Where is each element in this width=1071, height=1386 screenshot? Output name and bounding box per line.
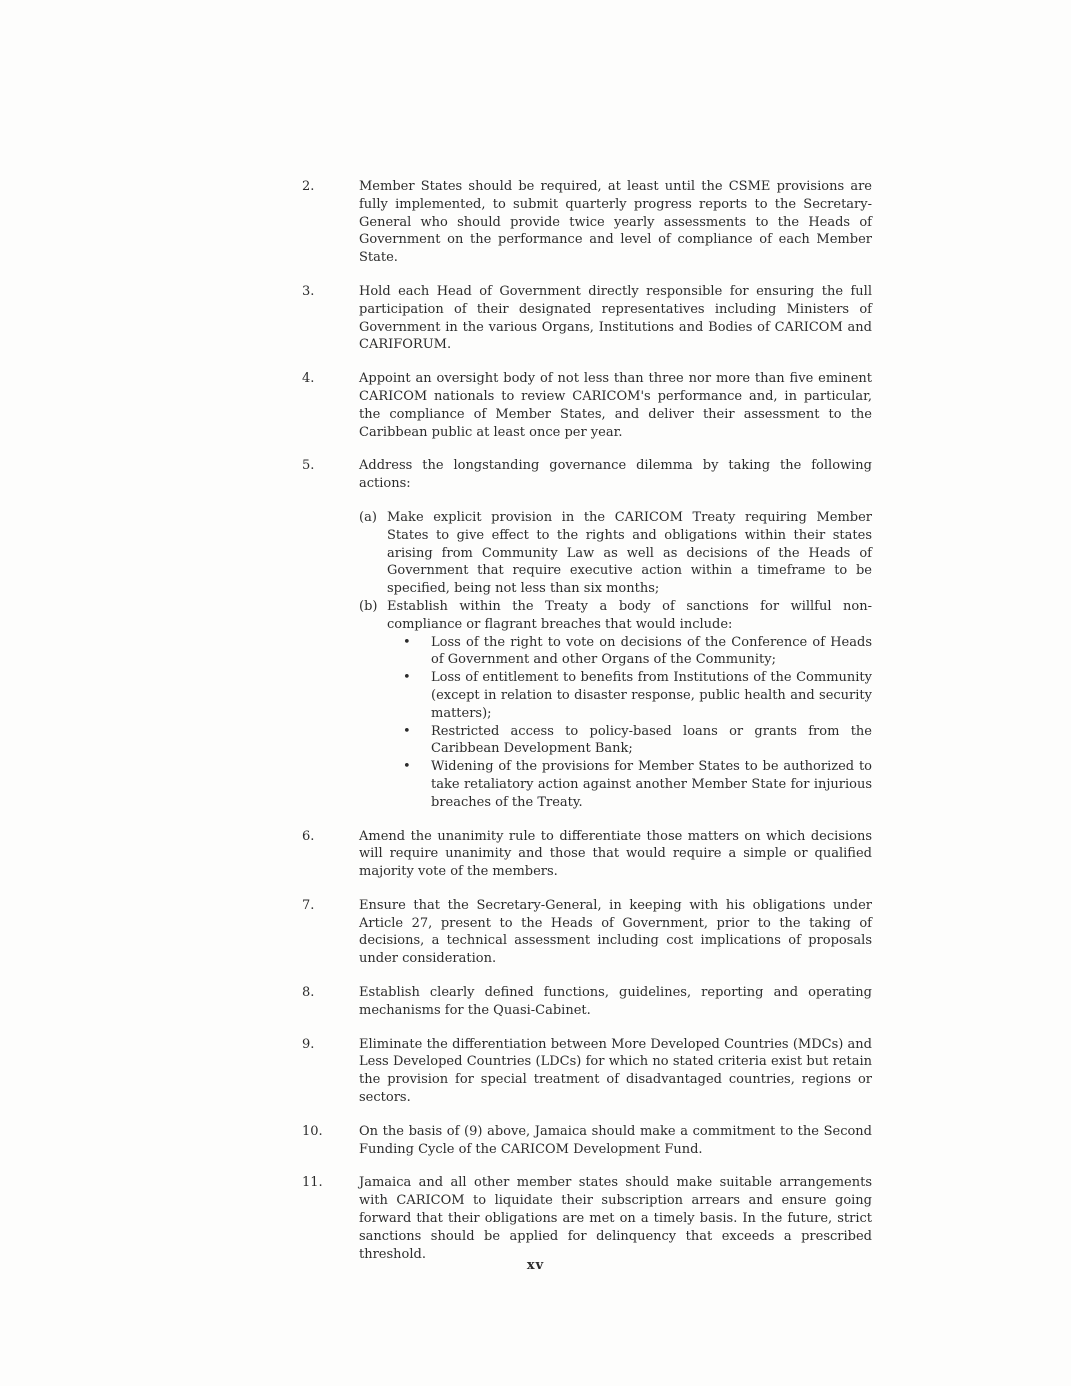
- item-text: Appoint an oversight body of not less than three nor more than five eminent CARICOM nationals to review CARICOM's performance and, in particular, the compliance of Member States, and deliver their assessment to the Caribbean public at least once per year.: [359, 371, 872, 440]
- sub-item: [359, 598, 872, 812]
- list-item: [302, 984, 872, 1020]
- item-text: Eliminate the differentiation between More Developed Countries (MDCs) and Less Developed Countries (LDCs) for which no stated criteria exist but retain the provision for special treatment of disadvantaged countries, regions or sectors.: [359, 1036, 872, 1106]
- item-text: Address the longstanding governance dilemma by taking the following actions:: [359, 458, 872, 492]
- item-text: Establish clearly defined functions, guidelines, reporting and operating mechanisms for the Quasi-Cabinet.: [359, 985, 872, 1018]
- item-number: 5.: [302, 458, 315, 474]
- list-item: [302, 1036, 872, 1107]
- sub-item: [359, 509, 872, 598]
- list-item: [302, 1174, 872, 1263]
- item-number: 10.: [302, 1123, 323, 1139]
- bullet-icon: •: [403, 723, 411, 739]
- bullet-text: Loss of the right to vote on decisions of the Conference of Heads of Government and other Organs of the Community;: [431, 634, 872, 668]
- list-item: [302, 370, 872, 441]
- sub-item-text: Make explicit provision in the CARICOM Treaty requiring Member States to give effect to the rights and obligations within their states arising from Community Law as well as decisions of the Heads of Government that require executive action within a timeframe to be specified, being not less than six months;: [387, 509, 872, 597]
- bullet-icon: •: [403, 670, 411, 686]
- bullet-item: [403, 634, 872, 670]
- bullet-icon: •: [403, 634, 411, 650]
- bullet-list: [387, 634, 872, 812]
- item-number: 2.: [302, 179, 315, 194]
- item-number: 9.: [302, 1036, 315, 1052]
- item-number: 6.: [302, 828, 315, 844]
- sub-list: [359, 509, 872, 812]
- list-item: [302, 828, 872, 881]
- recommendations-list: [302, 178, 872, 1279]
- item-number: 11.: [302, 1175, 323, 1191]
- item-number: 4.: [302, 371, 315, 387]
- bullet-item: [403, 669, 872, 722]
- item-number: 3.: [302, 283, 315, 299]
- item-text: Amend the unanimity rule to differentiate those matters on which decisions will require unanimity and those that would require a simple or qualified majority vote of the members.: [359, 828, 872, 880]
- item-number: 7.: [302, 897, 315, 913]
- page-number: xv: [526, 1258, 545, 1273]
- list-item: [302, 178, 872, 267]
- bullet-icon: •: [403, 759, 411, 775]
- bullet-text: Loss of entitlement to benefits from Institutions of the Community (except in relation to disaster response, public health and security matters);: [431, 670, 872, 721]
- bullet-text: Restricted access to policy-based loans or grants from the Caribbean Development Bank;: [431, 723, 872, 757]
- item-text: Member States should be required, at least until the CSME provisions are fully implemented, to submit quarterly progress reports to the Secretary-General who should provide twice yearly assessments to the Heads of Government on the performance and level of compliance of each Member State.: [359, 179, 872, 266]
- item-number: 8.: [302, 985, 315, 1001]
- bullet-item: [403, 758, 872, 811]
- list-item: [302, 1123, 872, 1159]
- item-text: Jamaica and all other member states should make suitable arrangements with CARICOM to liquidate their subscription arrears and ensure going forward that their obligations are met on a timely basis. In the future, strict sanctions should be applied for delinquency that exceeds a prescribed threshold.: [359, 1175, 872, 1262]
- sub-item-text: Establish within the Treaty a body of sanctions for willful non-compliance or flagrant breaches that would include:: [387, 598, 872, 632]
- list-item: [302, 283, 872, 354]
- sub-item-marker: (b): [359, 598, 378, 614]
- sub-item-marker: (a): [359, 509, 377, 525]
- bullet-item: [403, 723, 872, 759]
- item-text: On the basis of (9) above, Jamaica should make a commitment to the Second Funding Cycle of the CARICOM Development Fund.: [359, 1123, 872, 1157]
- list-item: [302, 457, 872, 811]
- item-text: Ensure that the Secretary-General, in keeping with his obligations under Article 27, present to the Heads of Government, prior to the taking of decisions, a technical assessment including cost implications of proposals under consideration.: [359, 897, 872, 967]
- item-text: Hold each Head of Government directly responsible for ensuring the full participation of their designated representatives including Ministers of Government in the various Organs, Institutions and Bodies of CARICOM and CARIFORUM.: [359, 283, 872, 353]
- list-item: [302, 897, 872, 968]
- bullet-text: Widening of the provisions for Member States to be authorized to take retaliatory action against another Member State for injurious breaches of the Treaty.: [431, 759, 872, 810]
